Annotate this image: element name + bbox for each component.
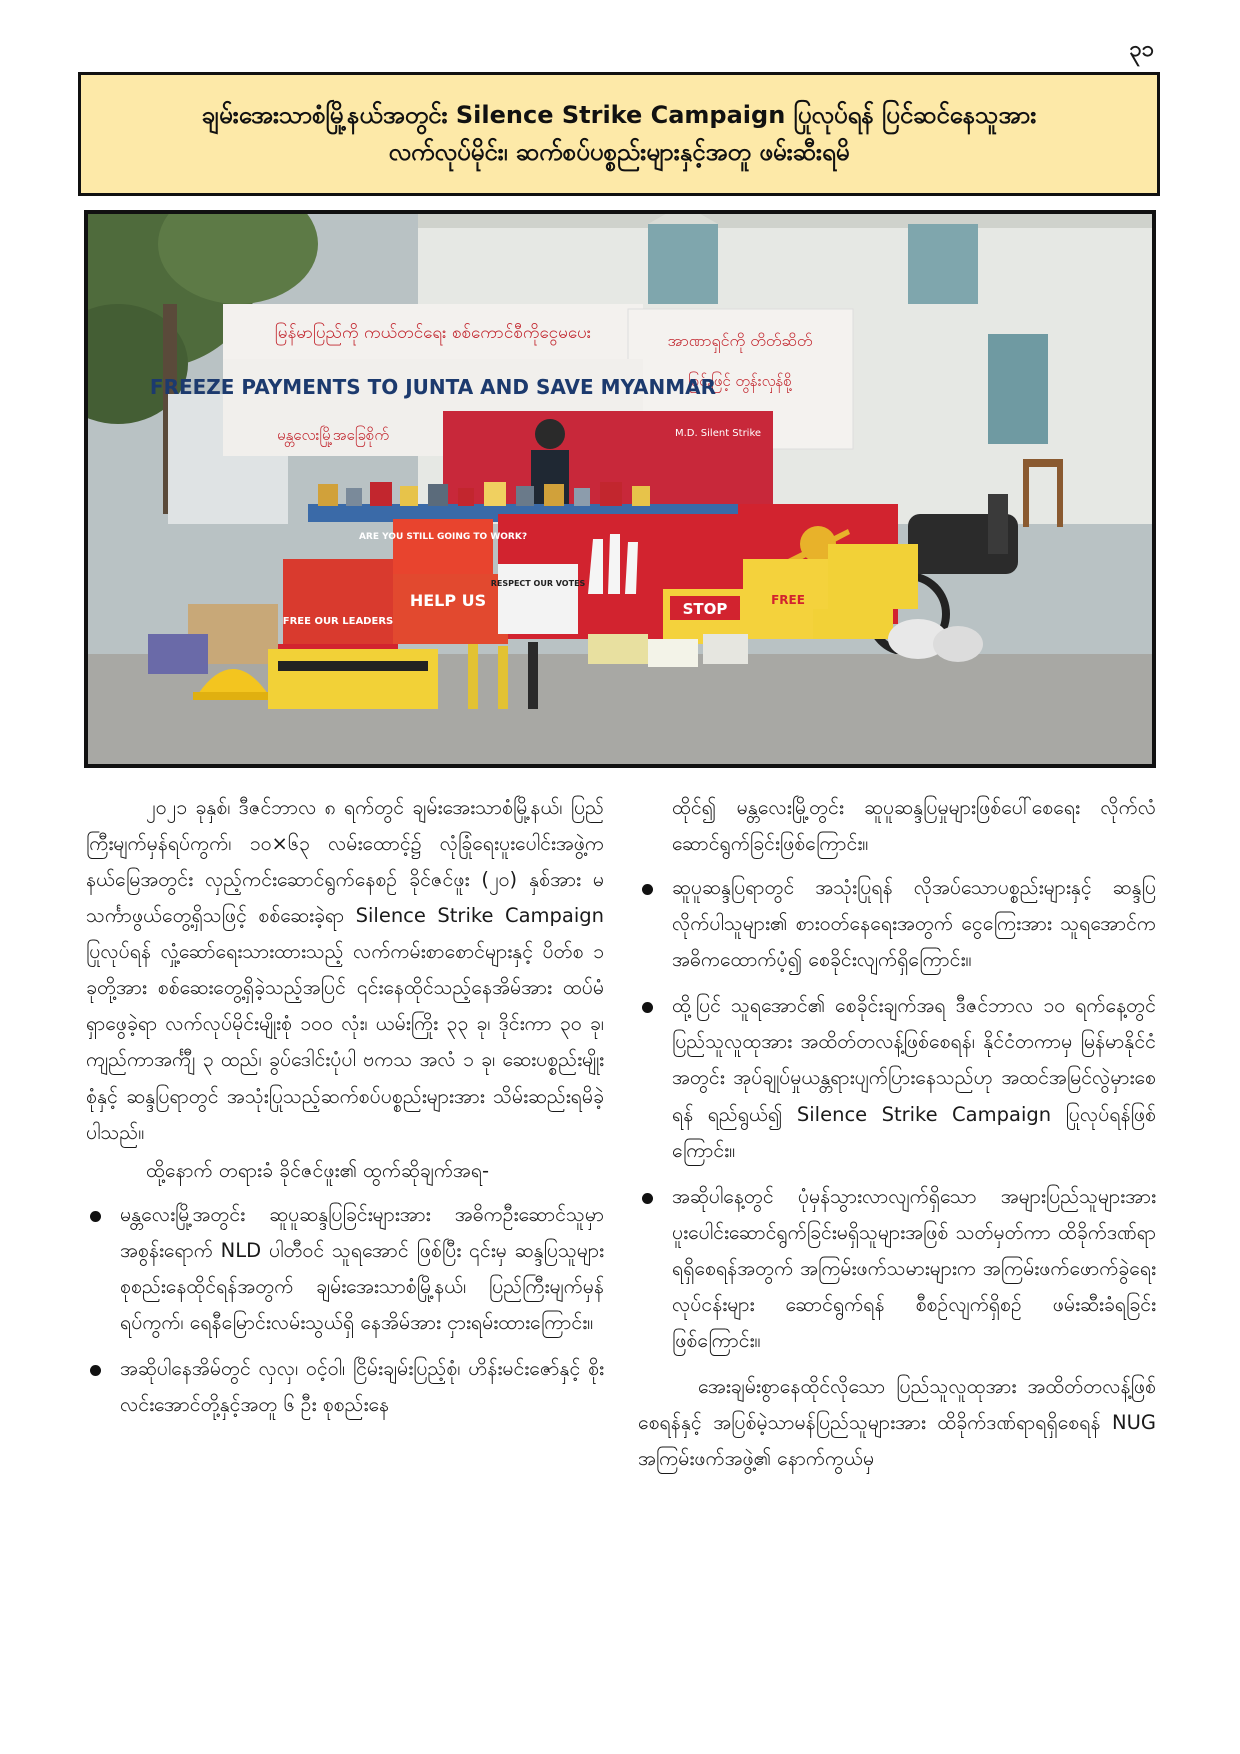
svg-text:မန္တလေးမြို့အခြေစိုက်: မန္တလေးမြို့အခြေစိုက် [276,426,390,444]
bullet-dot-icon [90,1365,101,1376]
page-number: ၃၁ [1129,37,1154,62]
article-paragraph: ထို့နောက် တရားခံ ခိုင်ဇင်ဖူး၏ ထွက်ဆိုချက်အရ- [146,1158,490,1182]
headline-line-2: လက်လုပ်မိုင်း၊ ဆက်စပ်ပစ္စည်းများနှင့်အတူ ဖမ်းဆီးရမိ [388,138,850,166]
svg-text:ARE YOU STILL GOING TO WORK?: ARE YOU STILL GOING TO WORK? [358,532,528,542]
bullet-item [86,1351,604,1423]
bullet-item [86,1197,604,1341]
bullet-text: အဆိုပါနေ့တွင် ပုံမှန်သွားလာလျက်ရှိသော အများပြည်သူများအား ပူးပေါင်းဆောင်ရွက်ခြင်းမရှိသူများအဖြစ် သတ်မှတ်ကာ ထိခိုက်ဒဏ်ရာရရှိစေရန်အတွက် အကြမ်းဖက်သမားများက အကြမ်းဖက်ဖောက်ခွဲရေးလုပ်ငန်းများ ဆောင်ရွက်ရန် စီစဉ်လျက်ရှိစဉ် ဖမ်းဆီးခံရခြင်းဖြစ်ကြောင်း။ [672,1184,1156,1352]
svg-text:FREE OUR LEADERS: FREE OUR LEADERS [282,616,394,627]
svg-text:HELP US: HELP US [409,591,487,610]
photo-banner-top-left [223,304,643,359]
bullet-text: ဆူပူဆန္ဒပြရာတွင် အသုံးပြုရန် လိုအပ်သောပစ္စည်းများနှင့် ဆန္ဒပြလိုက်ပါသူများ၏ စားဝတ်နေရေးအတွက် ငွေကြေးအား သူရအောင်က အဓိကထောက်ပံ့၍ စေခိုင်းလျက်ရှိကြောင်း။ [672,876,1156,972]
news-photo-illustration [88,214,1152,764]
article-paragraph: ၂၀၂၁ ခုနှစ်၊ ဒီဇင်ဘာလ ၈ ရက်တွင် ချမ်းအေးသာစံမြို့နယ်၊ ပြည်ကြီးမျက်မှန်ရပ်ကွက်၊ ၁၀×၆၃ လမ်းထောင့်၌ လုံခြုံရေးပူးပေါင်းအဖွဲ့က နယ်မြေအတွင်း လှည့်ကင်းဆောင်ရွက်နေစဉ် ခိုင်ဇင်ဖူး (၂၀) နှစ်အား မသင်္ကာဖွယ်တွေ့ရှိသဖြင့် စစ်ဆေးခဲ့ရာ Silence Strike Campaign ပြုလုပ်ရန် လှုံ့ဆော်ရေးသားထားသည့် လက်ကမ်းစာစောင်များနှင့် ပိတ်စ ၁ ခုတို့အား စစ်ဆေးတွေ့ရှိခဲ့သည့်အပြင် ၎င်းနေထိုင်သည့်နေအိမ်အား ထပ်မံရှာဖွေခဲ့ရာ လက်လုပ်မိုင်းမျိုးစုံ ၁၀၀ လုံး၊ ယမ်းကြိုး ၃၃ ခု၊ ဒိုင်းကာ ၃၀ ခု၊ ကျည်ကာအင်္ကျီ ၃ ထည်၊ ခွပ်ဒေါင်းပုံပါ ဗကသ အလံ ၁ ခု၊ ဆေးပစ္စည်းမျိုးစုံနှင့် ဆန္ဒပြရာတွင် အသုံးပြုသည့်ဆက်စပ်ပစ္စည်းများအား သိမ်းဆည်းရမိခဲ့ပါသည်။ [86,796,604,1144]
svg-text:STOP: STOP [682,600,728,618]
photo-banner-freeze [150,359,716,411]
svg-text:ခြင်းဖြင့် တွန်းလှန်စို့: ခြင်းဖြင့် တွန်းလှန်စို့ [688,372,792,390]
bullet-dot-icon [642,1002,653,1013]
bullet-dot-icon [642,1193,653,1204]
headline-box [78,72,1160,196]
photo-window-left [648,214,718,304]
bullet-item [638,988,1156,1168]
bullet-text: မန္တလေးမြို့အတွင်း ဆူပူဆန္ဒပြခြင်းများအား အဓိကဦးဆောင်သူမှာ အစွန်းရောက် NLD ပါတီဝင် သူရအောင် ဖြစ်ပြီး ၎င်းမှ ဆန္ဒပြသူများ စုစည်းနေထိုင်ရန်အတွက် ချမ်းအေးသာစံမြို့နယ်၊ ပြည်ကြီးမျက်မှန်ရပ်ကွက်၊ ရေနီမြောင်းလမ်းသွယ်ရှိ နေအိမ်အား ငှားရမ်းထားကြောင်း။ [120,1202,604,1334]
svg-text:FREEZE PAYMENTS TO JUNTA AND S: FREEZE PAYMENTS TO JUNTA AND SAVE MYANMAR [149,375,717,399]
article-column-left [86,790,604,1433]
article-column-right [638,790,1156,1479]
svg-text:မြန်မာပြည်ကို ကယ်တင်ရေး စစ်ကော: မြန်မာပြည်ကို ကယ်တင်ရေး စစ်ကောင်စီကိုငွေမပေး [274,323,592,343]
article-paragraph: အေးချမ်းစွာနေထိုင်လိုသော ပြည်သူလူထုအား အထိတ်တလန့်ဖြစ်စေရန်နှင့် အပြစ်မဲ့သာမန်ပြည်သူများအား ထိခိုက်ဒဏ်ရာရရှိစေရန် NUG အကြမ်းဖက်အဖွဲ့၏ နောက်ကွယ်မှ [638,1374,1156,1471]
bullet-item [638,1179,1156,1359]
svg-text:M.D. Silent Strike: M.D. Silent Strike [674,428,762,439]
bullet-dot-icon [642,884,653,895]
news-photo [84,210,1156,768]
bullet-text: ထို့ပြင် သူရအောင်၏ စေခိုင်းချက်အရ ဒီဇင်ဘာလ ၁၀ ရက်နေ့တွင် ပြည်သူလူထုအား အထိတ်တလန့်ဖြစ်စေရန်၊ နိုင်ငံတကာမှ မြန်မာနိုင်ငံအတွင်း အုပ်ချုပ်မှုယန္တရားပျက်ပြားနေသည်ဟု အထင်အမြင်လွဲမှားစေရန် ရည်ရွယ်၍ Silence Strike Campaign ပြုလုပ်ရန်ဖြစ်ကြောင်း။ [672,994,1156,1162]
bullet-dot-icon [90,1211,101,1222]
photo-ground [88,654,1152,764]
bullet-list [638,870,1156,1359]
photo-sign-ground-yellow [268,649,438,709]
article-columns [86,790,1156,1710]
photo-sign-respect-votes [491,564,586,634]
svg-text:အာဏာရှင်ကို တိတ်ဆိတ်: အာဏာရှင်ကို တိတ်ဆိတ် [667,331,813,350]
svg-text:FREE: FREE [771,593,805,607]
bullet-list [86,1197,604,1423]
svg-text:RESPECT OUR VOTES: RESPECT OUR VOTES [490,579,586,588]
photo-sign-free-leaders [283,559,393,649]
bullet-text: အဆိုပါနေအိမ်တွင် လှလှ၊ ဝင့်ဝါ၊ ငြိမ်းချမ်းပြည့်စုံ၊ ဟိန်းမင်းဇော်နှင့် စိုးလင်းအောင်တို့နှင့်အတူ ၆ ဦး စုစည်းနေ [120,1356,604,1416]
bullet-item [638,870,1156,978]
headline-line-1: ချမ်းအေးသာစံမြို့နယ်အတွင်း Silence Strike Campaign ပြုလုပ်ရန် ပြင်ဆင်နေသူအား [201,100,1037,129]
article-paragraph: ထိုင်၍ မန္တလေးမြို့တွင်း ဆူပူဆန္ဒပြမှုများဖြစ်ပေါ်စေရေး လိုက်လံဆောင်ရွက်ခြင်းဖြစ်ကြောင်း။ [672,796,1156,856]
